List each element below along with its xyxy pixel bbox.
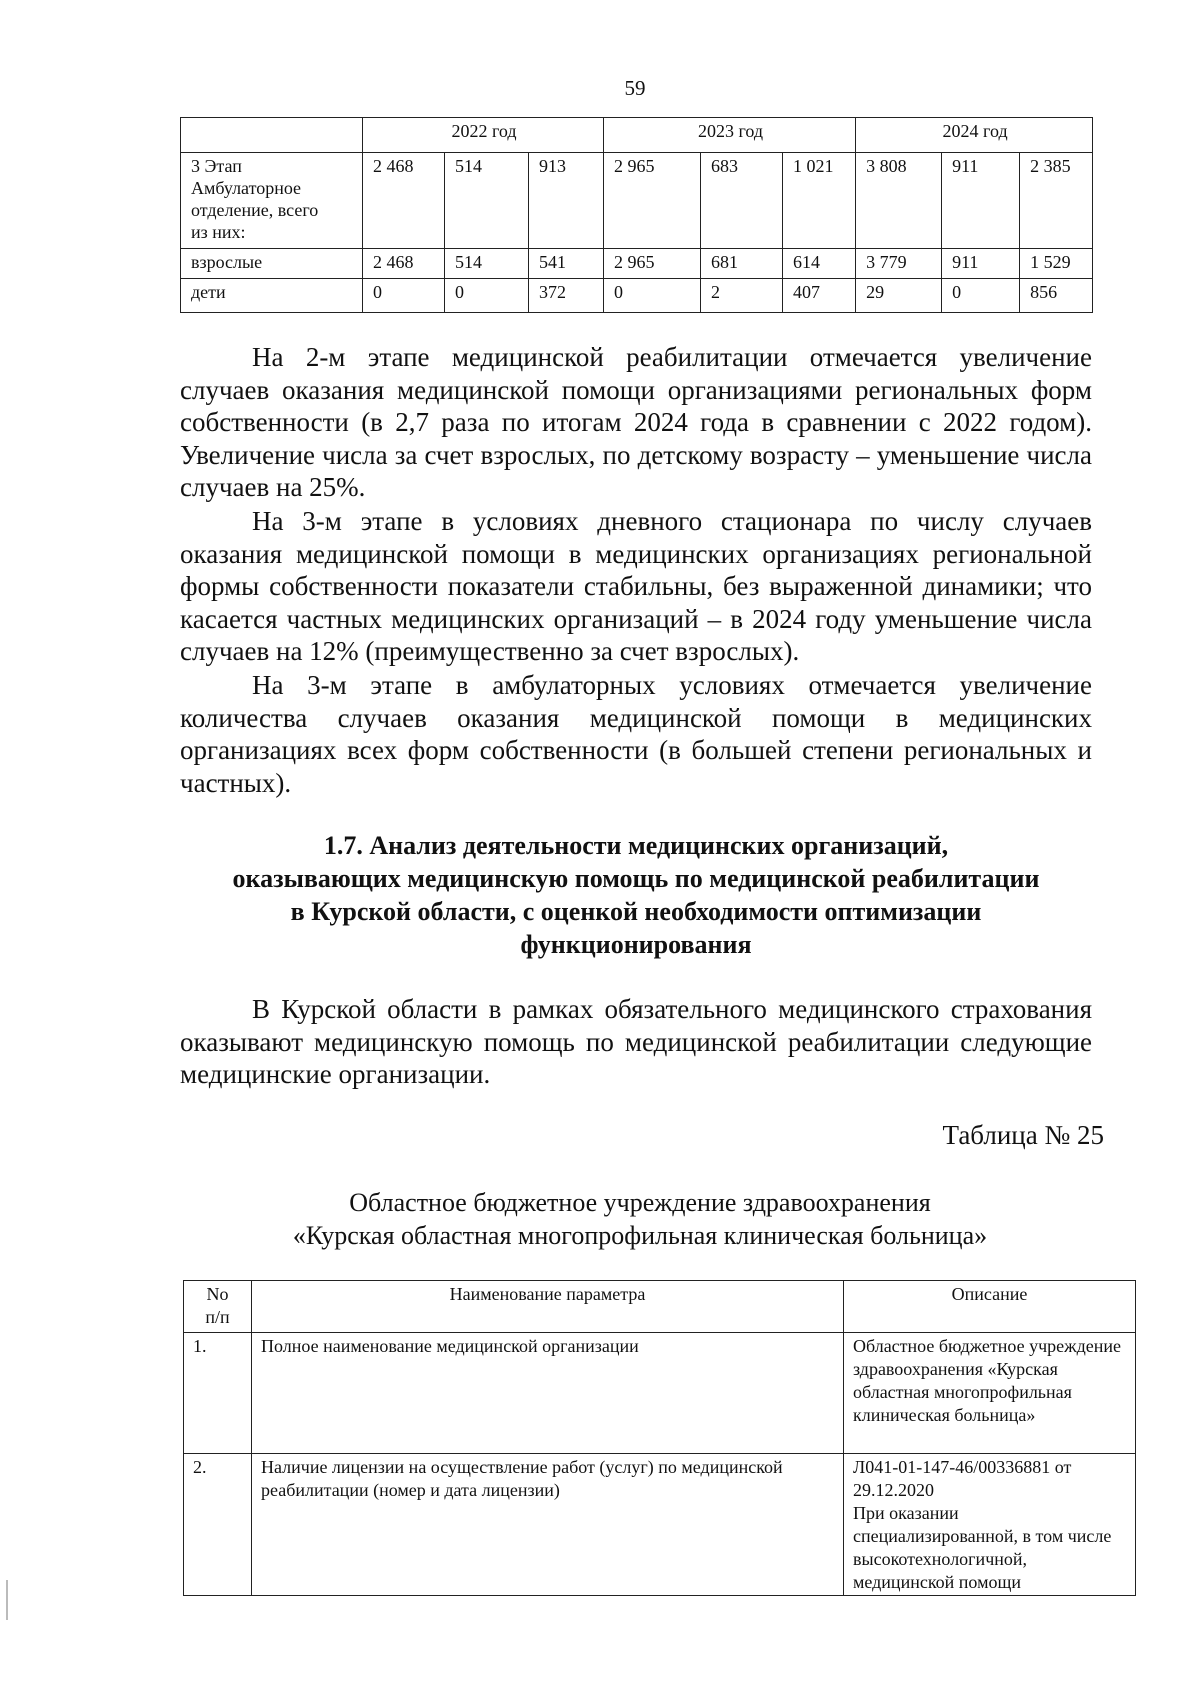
section-heading-line: функционирования <box>520 930 752 959</box>
row-parameter: Наличие лицензии на осуществление работ (услуг) по медицинской реабилитации (номер и дата лицензии) <box>252 1454 844 1596</box>
paragraph: На 3-м этапе в амбулаторных условиях отмечается увеличение количества случаев оказания медицинской помощи в медицинских организациях всех форм собственности (в большей степени региональных и частных). <box>180 670 1092 798</box>
table-cell: 407 <box>783 279 856 313</box>
table-cell: 2 468 <box>363 153 445 249</box>
row-number: 1. <box>184 1333 252 1454</box>
table-label: Таблица № 25 <box>942 1120 1104 1150</box>
row-description: Областное бюджетное учреждение здравоохранения «Курская областная многопрофильная клиническая больница» <box>844 1333 1136 1454</box>
table-cell: 2 <box>701 279 783 313</box>
table-cell: 0 <box>445 279 529 313</box>
table-row <box>181 249 1093 279</box>
table-cell: 3 779 <box>856 249 942 279</box>
table-cell: 1 021 <box>783 153 856 249</box>
year-header: 2023 год <box>604 118 856 153</box>
table-cell: 0 <box>942 279 1020 313</box>
table-cell: 514 <box>445 249 529 279</box>
section-heading-line: в Курской области, с оценкой необходимости оптимизации <box>290 897 982 926</box>
info-table <box>183 1280 1136 1596</box>
table-cell: 0 <box>363 279 445 313</box>
header-number: No п/п <box>184 1281 252 1333</box>
table-cell: 29 <box>856 279 942 313</box>
year-header: 2022 год <box>363 118 604 153</box>
table-row <box>181 279 1093 313</box>
table-cell: 2 965 <box>604 153 701 249</box>
table-title-line: «Курская областная многопрофильная клиническая больница» <box>292 1221 988 1250</box>
table-cell: 1 529 <box>1020 249 1093 279</box>
row-label: дети <box>181 279 363 313</box>
table-cell: 3 808 <box>856 153 942 249</box>
table-cell: 2 468 <box>363 249 445 279</box>
intro-paragraph: В Курской области в рамках обязательного медицинского страхования оказывают медицинскую помощь по медицинской реабилитации следующие медицинские организации. <box>180 994 1092 1090</box>
stats-table <box>180 117 1093 313</box>
table-cell: 683 <box>701 153 783 249</box>
section-heading-line: 1.7. Анализ деятельности медицинских организаций, <box>323 831 949 860</box>
row-description: Л041-01-147-46/00336881 от 29.12.2020 При оказании специализированной, в том числе высокотехнологичной, медицинской помощи <box>844 1454 1136 1596</box>
header-description: Описание <box>844 1281 1136 1333</box>
paragraph: На 3-м этапе в условиях дневного стационара по числу случаев оказания медицинской помощи в медицинских организациях региональной формы собственности показатели стабильны, без выраженной динамики; что касается частных медицинских организаций – в 2024 году уменьшение числа случаев на 12% (преимущественно за счет взрослых). <box>180 506 1092 667</box>
table-row <box>184 1454 1136 1596</box>
header-parameter: Наименование параметра <box>252 1281 844 1333</box>
table-cell: 911 <box>942 153 1020 249</box>
table-row <box>184 1333 1136 1454</box>
table-row <box>181 153 1093 249</box>
paragraph: На 2-м этапе медицинской реабилитации отмечается увеличение случаев оказания медицинской помощи организациями региональных форм собственности (в 2,7 раза по итогам 2024 года в сравнении с 2022 годом). Увеличение числа за счет взрослых, по детскому возрасту – уменьшение числа случаев на 25%. <box>180 342 1092 503</box>
table-cell: 514 <box>445 153 529 249</box>
table-cell: 0 <box>604 279 701 313</box>
row-label: 3 Этап Амбулаторное отделение, всего из них: <box>181 153 363 249</box>
row-number: 2. <box>184 1454 252 1596</box>
year-header: 2024 год <box>856 118 1093 153</box>
row-parameter: Полное наименование медицинской организации <box>252 1333 844 1454</box>
scan-edge-mark <box>6 1580 8 1620</box>
table-cell: 2 965 <box>604 249 701 279</box>
section-heading-line: оказывающих медицинскую помощь по медицинской реабилитации <box>232 864 1040 893</box>
row-label: взрослые <box>181 249 363 279</box>
table-cell: 856 <box>1020 279 1093 313</box>
table-cell: 614 <box>783 249 856 279</box>
table-title-line: Областное бюджетное учреждение здравоохранения <box>349 1188 931 1217</box>
table-cell: 911 <box>942 249 1020 279</box>
table-cell: 681 <box>701 249 783 279</box>
info-table-header <box>184 1281 1136 1333</box>
stats-table-header <box>181 118 1093 153</box>
table-cell: 913 <box>529 153 604 249</box>
header-empty-cell <box>181 118 363 153</box>
table-title <box>200 1186 1080 1252</box>
table-cell: 541 <box>529 249 604 279</box>
page-number: 59 <box>624 76 646 100</box>
section-heading <box>180 829 1092 961</box>
table-cell: 2 385 <box>1020 153 1093 249</box>
table-cell: 372 <box>529 279 604 313</box>
